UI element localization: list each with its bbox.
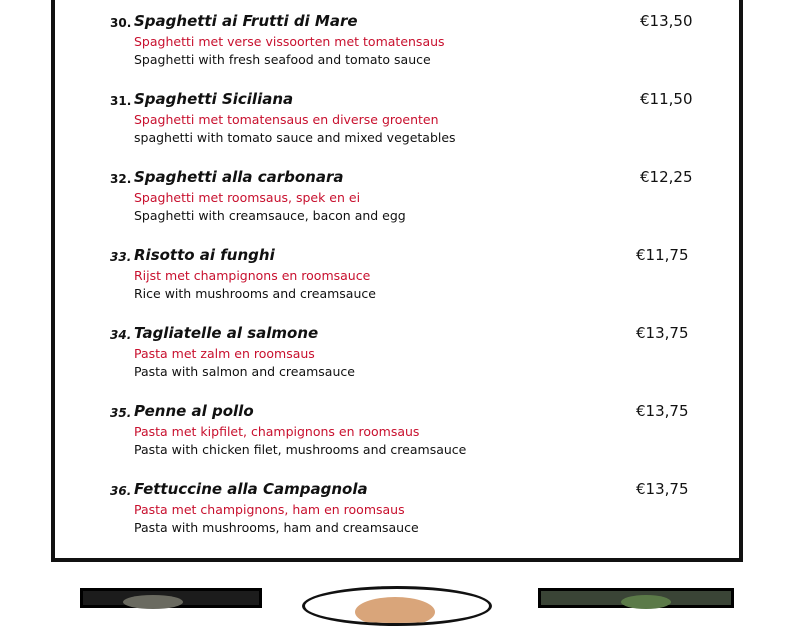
item-price: €13,75 <box>636 480 689 498</box>
item-description-dutch: Spaghetti met tomatensaus en diverse groenten <box>134 112 439 127</box>
menu-item-31 <box>0 90 800 160</box>
item-number: 32. <box>110 172 132 186</box>
menu-item-35 <box>0 402 800 472</box>
seafood-plate-photo <box>302 586 492 626</box>
item-number: 36. <box>110 484 132 498</box>
item-name: Penne al pollo <box>134 402 254 420</box>
salad-dish-photo <box>538 588 734 608</box>
food-shape <box>355 597 435 626</box>
item-description-english: spaghetti with tomato sauce and mixed vegetables <box>134 130 456 145</box>
item-price: €13,75 <box>636 402 689 420</box>
item-description-english: Rice with mushrooms and creamsauce <box>134 286 376 301</box>
item-name: Tagliatelle al salmone <box>134 324 319 342</box>
item-price: €13,75 <box>636 324 689 342</box>
item-number: 34. <box>110 328 132 342</box>
item-price: €13,50 <box>640 12 693 30</box>
item-price: €11,50 <box>640 90 693 108</box>
item-name: Spaghetti alla carbonara <box>134 168 344 186</box>
item-description-dutch: Spaghetti met roomsaus, spek en ei <box>134 190 361 205</box>
plate-shape <box>123 595 183 609</box>
item-description-dutch: Spaghetti met verse vissoorten met tomatensaus <box>134 34 445 49</box>
item-name: Spaghetti ai Frutti di Mare <box>134 12 358 30</box>
item-number: 30. <box>110 16 132 30</box>
menu-item-36 <box>0 480 800 550</box>
item-description-dutch: Rijst met champignons en roomsauce <box>134 268 371 283</box>
menu-item-30 <box>0 12 800 82</box>
pasta-dish-photo <box>80 588 262 608</box>
item-description-english: Spaghetti with creamsauce, bacon and egg <box>134 208 406 223</box>
menu-item-33 <box>0 246 800 316</box>
item-name: Fettuccine alla Campagnola <box>134 480 368 498</box>
item-number: 35. <box>110 406 132 420</box>
item-description-english: Pasta with mushrooms, ham and creamsauce <box>134 520 419 535</box>
item-number: 31. <box>110 94 132 108</box>
item-price: €12,25 <box>640 168 693 186</box>
item-description-dutch: Pasta met champignons, ham en roomsaus <box>134 502 405 517</box>
item-name: Risotto ai funghi <box>134 246 275 264</box>
leaf-shape <box>621 595 671 609</box>
menu-item-34 <box>0 324 800 394</box>
item-description-dutch: Pasta met kipfilet, champignons en roomsaus <box>134 424 420 439</box>
item-number: 33. <box>110 250 132 264</box>
item-description-english: Pasta with salmon and creamsauce <box>134 364 355 379</box>
item-price: €11,75 <box>636 246 689 264</box>
menu-item-32 <box>0 168 800 238</box>
item-description-english: Pasta with chicken filet, mushrooms and creamsauce <box>134 442 467 457</box>
item-name: Spaghetti Siciliana <box>134 90 294 108</box>
item-description-dutch: Pasta met zalm en roomsaus <box>134 346 315 361</box>
item-description-english: Spaghetti with fresh seafood and tomato sauce <box>134 52 431 67</box>
